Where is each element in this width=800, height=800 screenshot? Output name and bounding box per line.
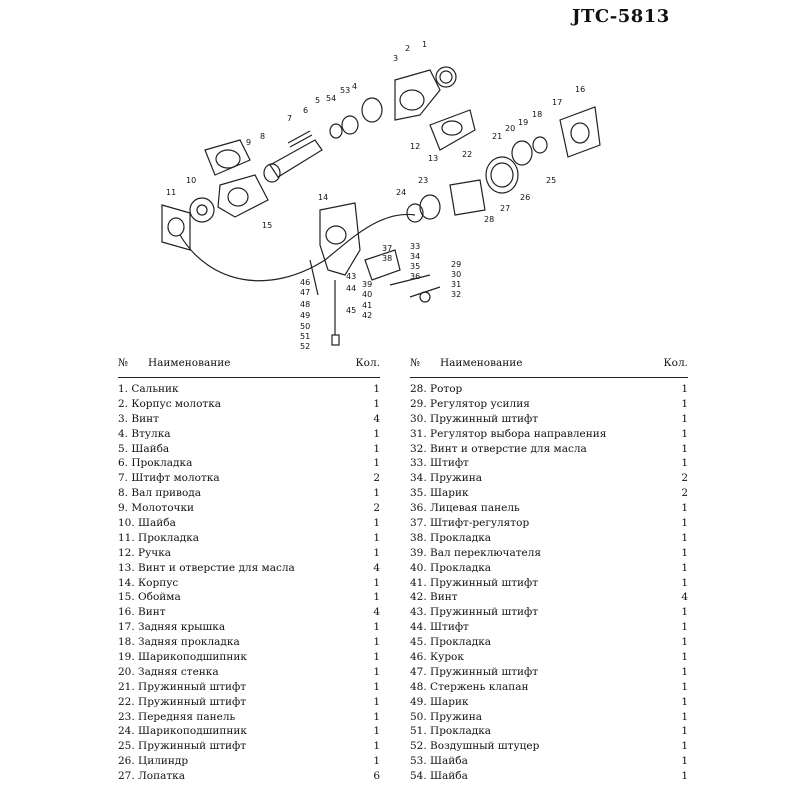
part-qty: 1 (373, 621, 380, 634)
part-label: 23. Передняя панель (118, 710, 236, 723)
callout-22: 22 (462, 150, 473, 159)
part-label: 9. Молоточки (118, 502, 195, 515)
part-label: 10. Шайба (118, 517, 176, 530)
part-label: 8. Вал привода (118, 487, 202, 500)
callout-40: 40 (362, 290, 373, 299)
part-qty: 1 (373, 665, 380, 678)
part-label: 7. Штифт молотка (118, 472, 220, 485)
part-label: 36. Лицевая панель (410, 502, 520, 515)
table-row (118, 620, 380, 635)
table-row (410, 382, 688, 397)
part-qty: 1 (681, 546, 688, 559)
callout-17: 17 (552, 98, 563, 107)
part-label: 25. Пружинный штифт (118, 740, 247, 753)
part-qty: 1 (373, 710, 380, 723)
table-row (410, 501, 688, 516)
table-row (118, 590, 380, 605)
part-label: 18. Задняя прокладка (118, 636, 240, 649)
callout-32: 32 (451, 290, 462, 299)
exploded-view-diagram (150, 35, 650, 355)
part-qty: 6 (373, 770, 380, 783)
callout-15: 15 (262, 221, 273, 230)
part-qty: 4 (373, 412, 380, 425)
part-label: 33. Штифт (410, 457, 469, 470)
part-qty: 2 (681, 472, 688, 485)
part-label: 52. Воздушный штуцер (410, 740, 540, 753)
table-row (118, 501, 380, 516)
callout-39: 39 (362, 280, 373, 289)
callout-26: 26 (520, 193, 531, 202)
table-row (118, 516, 380, 531)
part-label: 46. Курок (410, 651, 464, 664)
callout-25: 25 (546, 176, 557, 185)
table-row (410, 576, 688, 591)
part-label: 28. Ротор (410, 383, 463, 395)
table-row (410, 695, 688, 710)
part-qty: 1 (373, 680, 380, 693)
callout-18: 18 (532, 110, 543, 119)
part-qty: 1 (681, 457, 688, 470)
table-row (410, 427, 688, 442)
part-qty: 1 (681, 680, 688, 693)
table-row (410, 442, 688, 457)
part-qty: 1 (681, 576, 688, 589)
part-label: 54. Шайба (410, 770, 468, 783)
table-row (118, 531, 380, 546)
table-row (410, 665, 688, 680)
callout-41: 41 (362, 301, 373, 310)
part-qty: 1 (373, 383, 380, 395)
table-row (118, 576, 380, 591)
header-qty: Кол. (355, 357, 380, 369)
part-label: 20. Задняя стенка (118, 665, 219, 678)
part-qty: 1 (373, 636, 380, 649)
part-qty: 1 (681, 725, 688, 738)
table-row (410, 620, 688, 635)
table-row (118, 546, 380, 561)
callout-45: 45 (346, 306, 357, 315)
part-label: 29. Регулятор усилия (410, 397, 530, 410)
parts-list-left (118, 382, 380, 784)
part-label: 38. Прокладка (410, 531, 492, 544)
part-qty: 1 (681, 755, 688, 768)
table-row (118, 754, 380, 769)
part-label: 6. Прокладка (118, 457, 193, 470)
table-row (410, 456, 688, 471)
part-qty: 1 (681, 561, 688, 574)
table-row (118, 650, 380, 665)
part-label: 1. Сальник (118, 383, 179, 395)
part-label: 48. Стержень клапан (410, 680, 529, 693)
part-label: 15. Обойма (118, 591, 181, 604)
table-row (410, 650, 688, 665)
part-label: 14. Корпус (118, 576, 179, 589)
part-label: 13. Винт и отверстие для масла (118, 561, 295, 574)
table-header (410, 357, 688, 375)
part-label: 40. Прокладка (410, 561, 492, 574)
callout-16: 16 (575, 85, 586, 94)
part-label: 34. Пружина (410, 472, 483, 485)
callout-36: 36 (410, 272, 421, 281)
header-no: № (410, 357, 420, 369)
part-qty: 1 (681, 770, 688, 783)
table-row (118, 739, 380, 754)
part-label: 49. Шарик (410, 695, 469, 708)
callout-21: 21 (492, 132, 503, 141)
table-row (118, 442, 380, 457)
table-row (410, 546, 688, 561)
part-label: 22. Пружинный штифт (118, 695, 247, 708)
callout-13: 13 (428, 154, 439, 163)
part-label: 16. Винт (118, 606, 166, 619)
table-row (410, 397, 688, 412)
table-row (410, 710, 688, 725)
part-label: 31. Регулятор выбора направления (410, 427, 607, 440)
part-qty: 1 (373, 487, 380, 500)
part-qty: 2 (373, 502, 380, 515)
part-label: 24. Шарикоподшипник (118, 725, 247, 738)
part-label: 27. Лопатка (118, 770, 186, 783)
table-row (118, 427, 380, 442)
callout-2: 2 (405, 44, 411, 53)
part-qty: 1 (373, 755, 380, 768)
callout-48: 48 (300, 300, 311, 309)
callout-8: 8 (260, 132, 266, 141)
header-divider (410, 377, 688, 378)
part-qty: 1 (681, 606, 688, 619)
table-row (118, 471, 380, 486)
part-label: 21. Пружинный штифт (118, 680, 247, 693)
callout-31: 31 (451, 280, 462, 289)
part-label: 41. Пружинный штифт (410, 576, 539, 589)
part-label: 26. Цилиндр (118, 755, 189, 768)
callout-6: 6 (303, 106, 309, 115)
callout-10: 10 (186, 176, 197, 185)
callout-7: 7 (287, 114, 293, 123)
part-qty: 2 (681, 487, 688, 500)
callout-27: 27 (500, 204, 511, 213)
part-qty: 1 (373, 427, 380, 440)
part-label: 44. Штифт (410, 621, 469, 634)
part-qty: 1 (373, 725, 380, 738)
table-row (410, 680, 688, 695)
part-label: 50. Пружина (410, 710, 483, 723)
part-label: 4. Втулка (118, 427, 171, 440)
part-label: 3. Винт (118, 412, 159, 425)
table-row (410, 724, 688, 739)
callout-38: 38 (382, 254, 393, 263)
part-qty: 1 (681, 695, 688, 708)
table-row (410, 754, 688, 769)
part-label: 43. Пружинный штифт (410, 606, 539, 619)
part-qty: 1 (681, 383, 688, 395)
part-label: 19. Шарикоподшипник (118, 651, 247, 664)
callout-29: 29 (451, 260, 462, 269)
table-row (118, 710, 380, 725)
part-qty: 1 (681, 636, 688, 649)
part-qty: 1 (681, 710, 688, 723)
table-row (410, 769, 688, 784)
callout-51: 51 (300, 332, 311, 341)
part-qty: 1 (681, 502, 688, 515)
callout-35: 35 (410, 262, 421, 271)
part-qty: 4 (373, 561, 380, 574)
callout-5: 5 (315, 96, 321, 105)
parts-list-right (410, 382, 688, 784)
parts-table-left (118, 357, 380, 784)
table-row (118, 605, 380, 620)
part-qty: 1 (373, 591, 380, 604)
part-qty: 1 (681, 412, 688, 425)
part-qty: 1 (681, 621, 688, 634)
model-title: JTC-5813 (572, 6, 670, 27)
table-row (118, 769, 380, 784)
table-row (410, 605, 688, 620)
part-label: 47. Пружинный штифт (410, 665, 539, 678)
callout-52: 52 (300, 342, 311, 351)
parts-table-right (410, 357, 688, 784)
part-qty: 1 (681, 397, 688, 410)
part-qty: 1 (681, 517, 688, 530)
part-label: 2. Корпус молотка (118, 397, 222, 410)
part-label: 30. Пружинный штифт (410, 412, 539, 425)
table-row (410, 531, 688, 546)
callout-28: 28 (484, 215, 495, 224)
table-row (410, 635, 688, 650)
table-row (410, 561, 688, 576)
table-row (410, 471, 688, 486)
part-qty: 1 (373, 397, 380, 410)
table-row (410, 590, 688, 605)
part-label: 42. Винт (410, 591, 458, 604)
part-label: 17. Задняя крышка (118, 621, 226, 634)
callout-42: 42 (362, 311, 373, 320)
part-label: 32. Винт и отверстие для масла (410, 442, 587, 455)
callout-34: 34 (410, 252, 421, 261)
table-row (410, 739, 688, 754)
header-name: Наименование (440, 357, 523, 369)
table-row (410, 412, 688, 427)
part-qty: 1 (373, 546, 380, 559)
part-qty: 1 (373, 531, 380, 544)
callout-54: 54 (326, 94, 337, 103)
part-label: 35. Шарик (410, 487, 469, 500)
header-qty: Кол. (663, 357, 688, 369)
header-name: Наименование (148, 357, 231, 369)
part-qty: 1 (681, 740, 688, 753)
callout-30: 30 (451, 270, 462, 279)
callout-53: 53 (340, 86, 351, 95)
part-qty: 1 (681, 665, 688, 678)
table-row (118, 397, 380, 412)
callout-4: 4 (352, 82, 358, 91)
callout-37: 37 (382, 244, 393, 253)
part-qty: 1 (373, 695, 380, 708)
callout-49: 49 (300, 311, 311, 320)
table-row (118, 382, 380, 397)
callout-11: 11 (166, 188, 177, 197)
callout-9: 9 (246, 138, 252, 147)
part-label: 5. Шайба (118, 442, 170, 455)
part-qty: 1 (373, 517, 380, 530)
part-label: 11. Прокладка (118, 531, 200, 544)
callout-46: 46 (300, 278, 311, 287)
callout-20: 20 (505, 124, 516, 133)
table-row (118, 695, 380, 710)
part-label: 45. Прокладка (410, 636, 492, 649)
table-row (118, 724, 380, 739)
header-divider (118, 377, 380, 378)
table-row (410, 516, 688, 531)
table-row (118, 635, 380, 650)
callout-19: 19 (518, 118, 529, 127)
part-qty: 1 (681, 651, 688, 664)
part-qty: 1 (681, 442, 688, 455)
part-qty: 1 (373, 442, 380, 455)
callout-44: 44 (346, 284, 357, 293)
header-no: № (118, 357, 128, 369)
callout-14: 14 (318, 193, 329, 202)
part-qty: 1 (373, 651, 380, 664)
table-row (118, 665, 380, 680)
callout-33: 33 (410, 242, 421, 251)
table-row (410, 486, 688, 501)
part-label: 37. Штифт-регулятор (410, 517, 530, 530)
callout-3: 3 (393, 54, 399, 63)
part-label: 39. Вал переключателя (410, 546, 542, 559)
table-row (118, 486, 380, 501)
part-label: 51. Прокладка (410, 725, 492, 738)
part-qty: 1 (373, 740, 380, 753)
callout-24: 24 (396, 188, 407, 197)
part-qty: 1 (373, 457, 380, 470)
table-header (118, 357, 380, 375)
callout-23: 23 (418, 176, 429, 185)
table-row (118, 561, 380, 576)
table-row (118, 680, 380, 695)
part-qty: 2 (373, 472, 380, 485)
part-label: 12. Ручка (118, 546, 172, 559)
callout-50: 50 (300, 322, 311, 331)
part-qty: 4 (681, 591, 688, 604)
table-row (118, 456, 380, 471)
part-qty: 1 (681, 531, 688, 544)
part-qty: 4 (373, 606, 380, 619)
part-label: 53. Шайба (410, 755, 468, 768)
callout-12: 12 (410, 142, 421, 151)
part-qty: 1 (681, 427, 688, 440)
callout-47: 47 (300, 288, 311, 297)
callout-1: 1 (422, 40, 428, 49)
table-row (118, 412, 380, 427)
callout-43: 43 (346, 272, 357, 281)
part-qty: 1 (373, 576, 380, 589)
